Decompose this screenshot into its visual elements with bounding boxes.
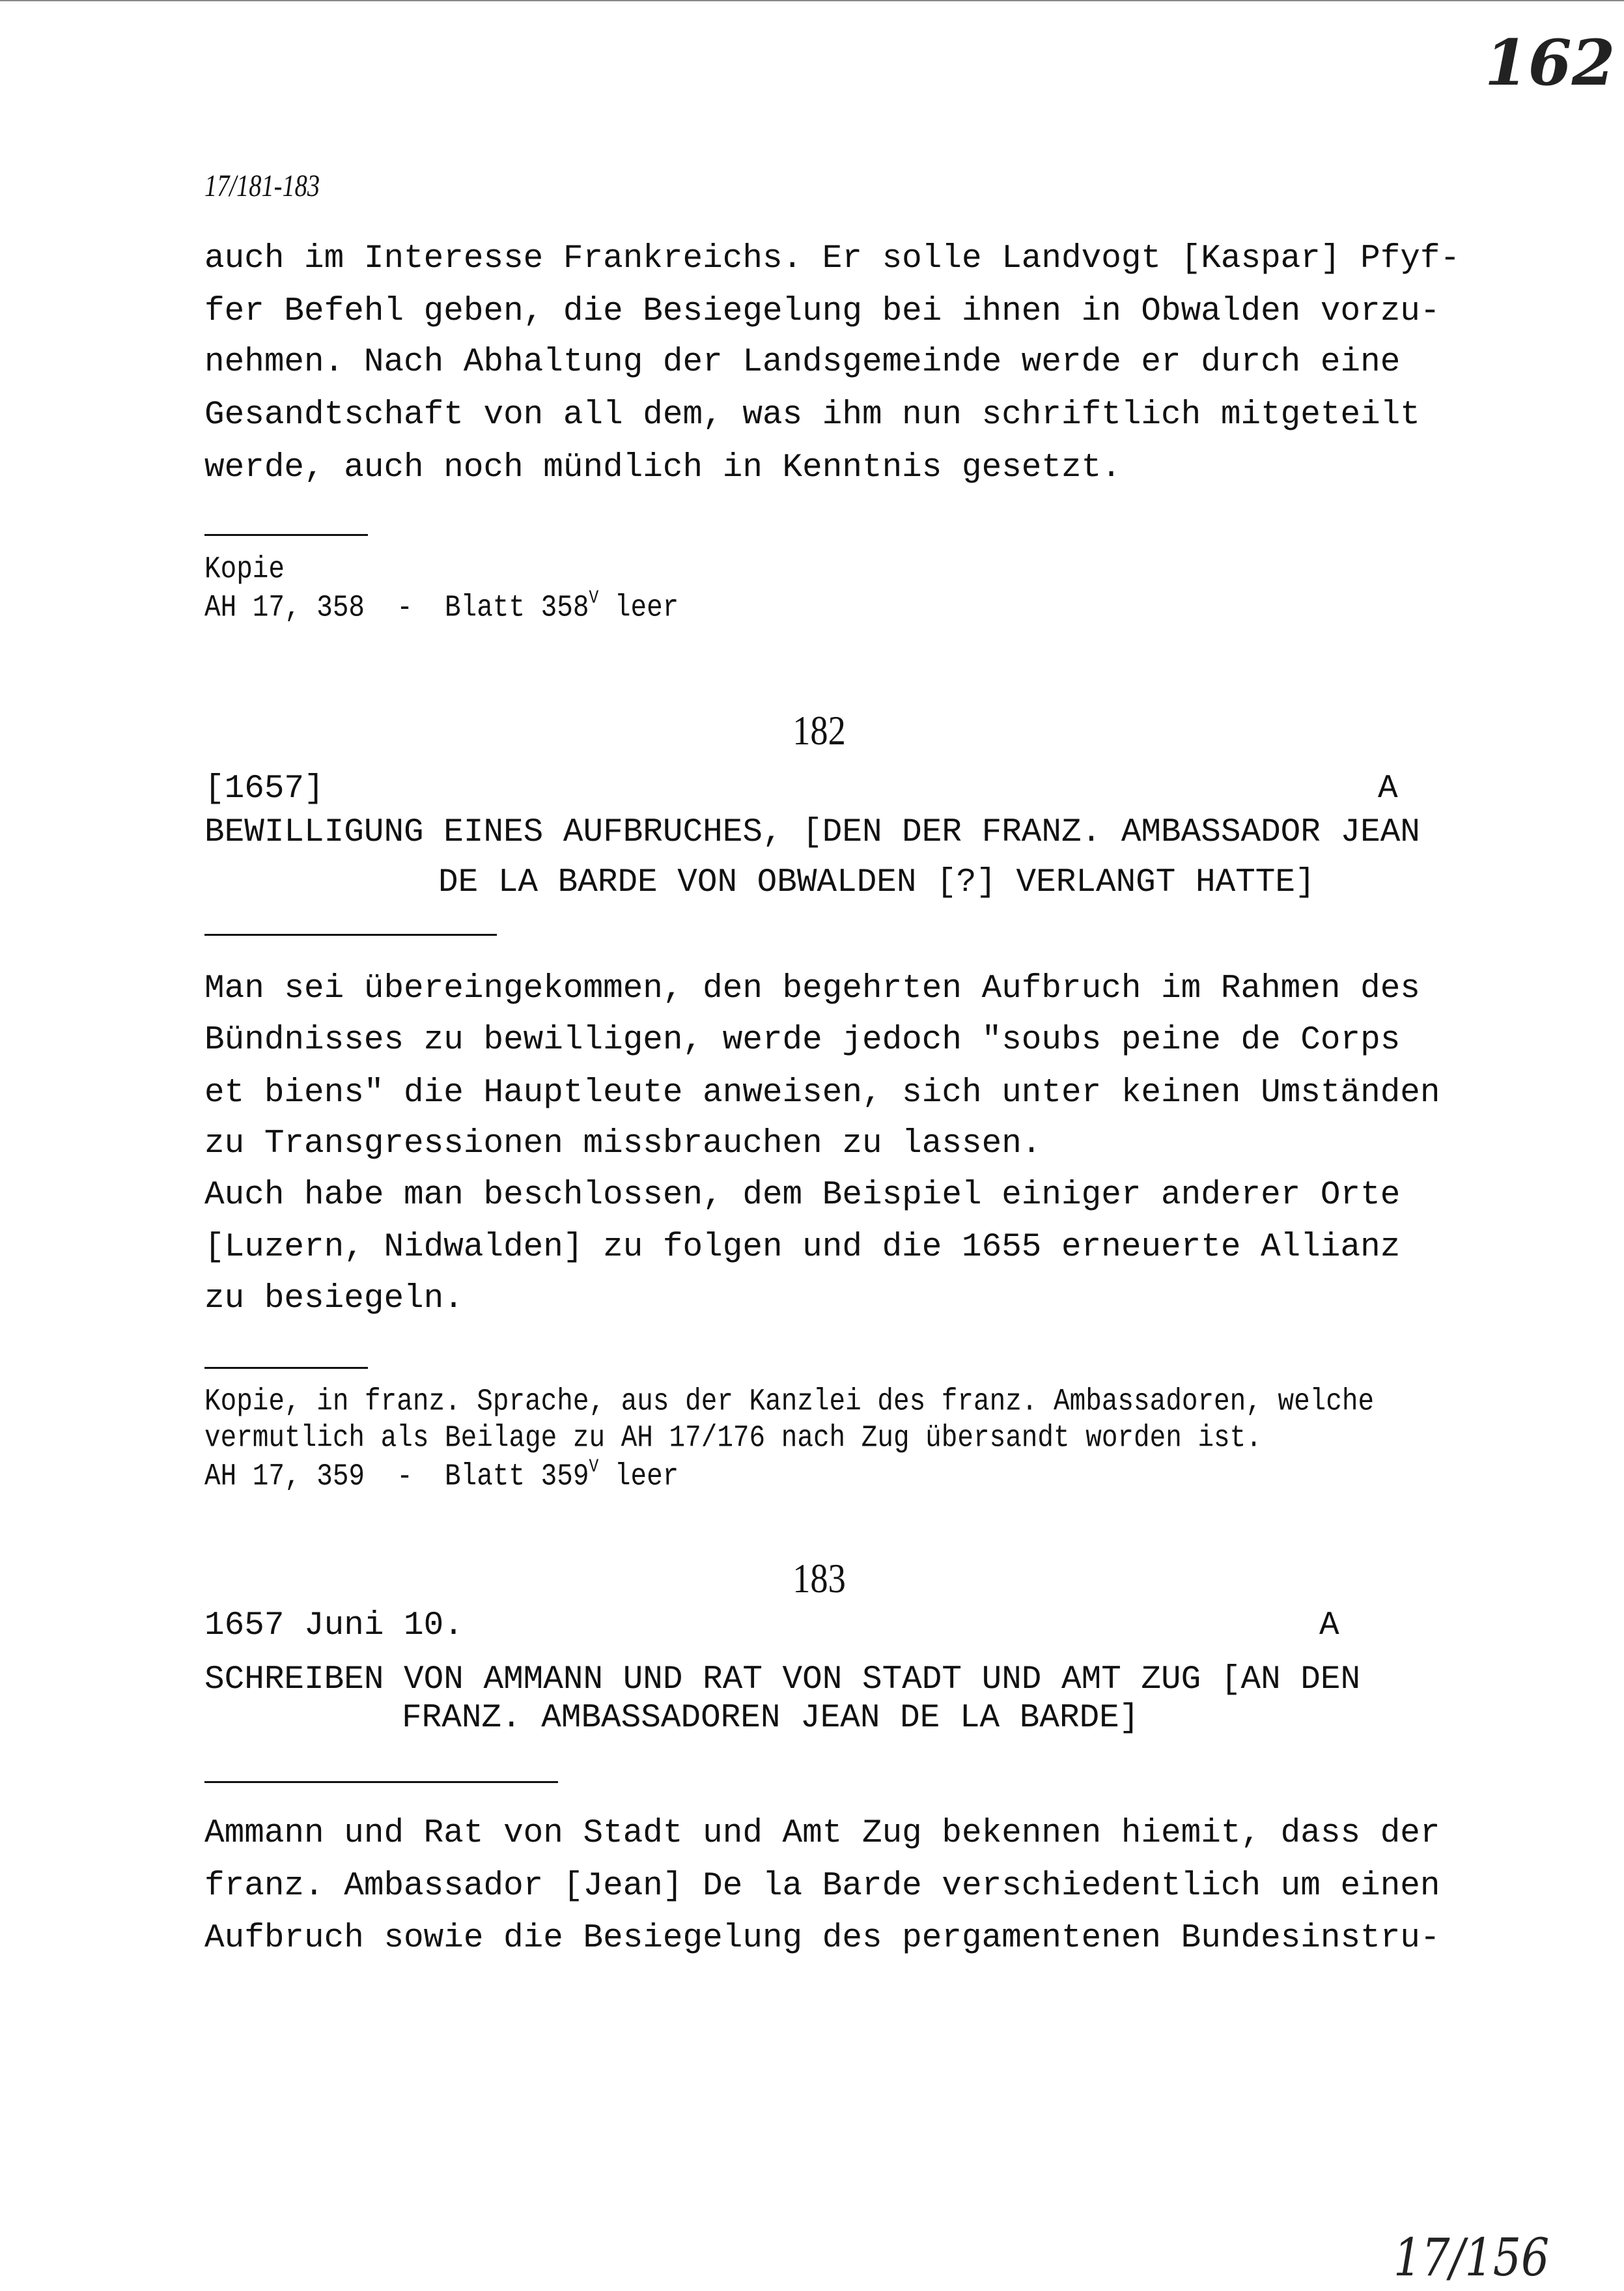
text-line: Ammann und Rat von Stadt und Amt Zug bekennen hiemit, dass der — [204, 1815, 1440, 1852]
entry-title: FRANZ. AMBASSADOREN JEAN DE LA BARDE] — [402, 1700, 1140, 1737]
source-ref-tail: leer — [598, 591, 679, 626]
text-line: et biens" die Hauptleute anweisen, sich unter keinen Umständen — [204, 1075, 1440, 1112]
source-note — [204, 1459, 679, 1493]
entry-title: SCHREIBEN VON AMMANN UND RAT VON STADT UND AMT ZUG [AN DEN — [204, 1661, 1361, 1698]
divider-rule — [204, 1781, 558, 1783]
text-line: Man sei übereingekommen, den begehrten Aufbruch im Rahmen des — [204, 970, 1420, 1007]
entry-title: BEWILLIGUNG EINES AUFBRUCHES, [DEN DER FRANZ. AMBASSADOR JEAN — [204, 814, 1420, 851]
text-line: auch im Interesse Frankreichs. Er solle Landvogt [Kaspar] Pfyf- — [204, 240, 1461, 277]
source-note: Kopie, in franz. Sprache, aus der Kanzlei des franz. Ambassadoren, welche — [204, 1384, 1375, 1420]
text-line: fer Befehl geben, die Besiegelung bei ihnen in Obwalden vorzu- — [204, 293, 1440, 330]
verso-mark: V — [589, 588, 599, 609]
text-line: [Luzern, Nidwalden] zu folgen und die 1655 erneuerte Allianz — [204, 1229, 1401, 1266]
text-line: Aufbruch sowie die Besiegelung des pergamentenen Bundesinstru- — [204, 1920, 1440, 1957]
divider-rule — [204, 934, 497, 936]
entry-date: [1657] — [204, 770, 324, 808]
text-line: nehmen. Nach Abhaltung der Landsgemeinde werde er durch eine — [204, 344, 1401, 381]
verso-mark: V — [589, 1457, 599, 1478]
entry-marker: A — [1319, 1607, 1339, 1644]
text-line: werde, auch noch mündlich in Kenntnis gesetzt. — [204, 449, 1121, 486]
source-note: vermutlich als Beilage zu AH 17/176 nach Zug übersandt worden ist. — [204, 1421, 1262, 1456]
source-ref: AH 17, 358 - Blatt 358 — [204, 591, 589, 626]
text-line: zu besiegeln. — [204, 1280, 464, 1317]
text-line: Auch habe man beschlossen, dem Beispiel einiger anderer Orte — [204, 1177, 1401, 1214]
text-line: franz. Ambassador [Jean] De la Barde verschiedentlich um einen — [204, 1868, 1440, 1905]
text-line: Gesandtschaft von all dem, was ihm nun schriftlich mitgeteilt — [204, 397, 1420, 434]
text-line: zu Transgressionen missbrauchen zu lassen. — [204, 1125, 1042, 1162]
page-edge — [0, 0, 1624, 1]
source-note — [204, 590, 679, 624]
source-note: Kopie — [204, 552, 285, 587]
entry-date: 1657 Juni 10. — [204, 1607, 464, 1644]
entry-number: 182 — [792, 707, 846, 753]
source-ref-tail: leer — [598, 1459, 679, 1495]
divider-rule — [204, 534, 368, 536]
handwritten-page-number: 162 — [1485, 26, 1616, 100]
source-ref: AH 17, 359 - Blatt 359 — [204, 1459, 589, 1495]
divider-rule — [204, 1367, 368, 1369]
entry-marker: A — [1378, 770, 1398, 808]
handwritten-folio-number: 17/156 — [1393, 2227, 1550, 2288]
running-header: 17/181-183 — [204, 169, 320, 203]
entry-number: 183 — [792, 1555, 846, 1601]
text-line: Bündnisses zu bewilligen, werde jedoch "soubs peine de Corps — [204, 1022, 1401, 1059]
entry-title: DE LA BARDE VON OBWALDEN [?] VERLANGT HATTE] — [438, 864, 1315, 901]
